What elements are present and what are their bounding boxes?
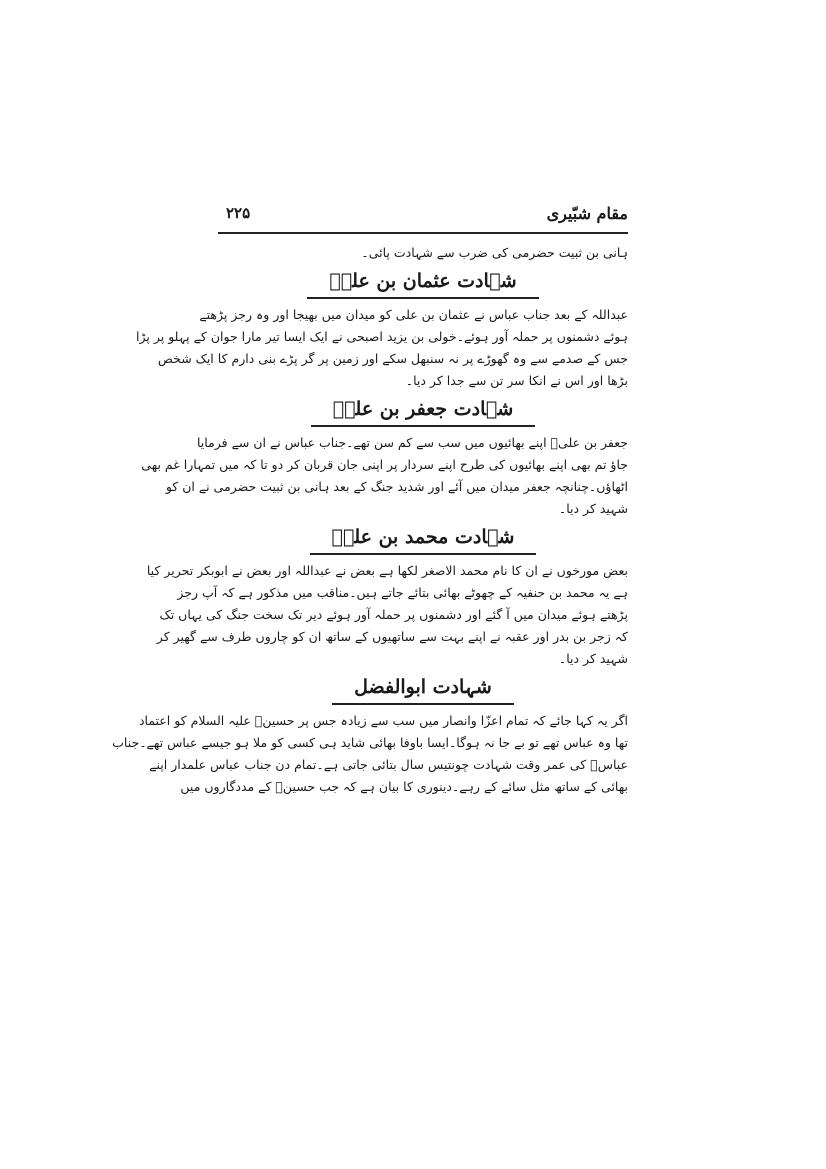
section-title-text: شہادت جعفر بن علیؑ [311,394,536,427]
intro-line: ہانی بن ثبیت حضرمی کی ضرب سے شہادت پائی۔ [361,245,628,260]
paragraph-line: جاؤ تم بھی اپنے بھائیوں کی طرح اپنے سردار پر اپنی جان قربان کر دو تا کہ میں تمہارا غم بھی [141,457,628,472]
page-content [112,242,628,798]
paragraph-line: بڑھا اور اس نے انکا سر تن سے جدا کر دیا۔ [405,373,628,388]
paragraph-line: شہید کر دیا۔ [558,651,628,666]
section-title-text: شہادت ابوالفضل [332,672,514,705]
paragraph-line: شہید کر دیا۔ [558,501,628,516]
section-title [218,266,628,300]
section-title [218,672,628,706]
paragraph-line: بعض مورخوں نے ان کا نام محمد الاصغر لکھا ہے بعض نے عبداللہ اور بعض نے ابوبکر تحریر کیا [146,563,628,578]
paragraph-line: عباسؑ کی عمر وقت شہادت چونتیس سال بتائی جاتی ہے۔تمام دن جناب عباس علمدار اپنے [149,757,628,772]
header-rule [218,232,628,234]
paragraph-line: پڑھتے ہوئے میدان میں آ گئے اور دشمنوں پر حملہ آور ہوئے دیر تک سخت جنگ کی یہاں تک [159,607,628,622]
paragraph-line: اگر یہ کہا جائے کہ تمام اعزّا وانصار میں سب سے زیادہ جس پر حسینؑ علیہ السلام کو اعتماد [138,713,628,728]
page-number: ۲۲۵ [226,204,251,222]
paragraph-line: عبداللہ کے بعد جناب عباس نے عثمان بن علی کو میدان میں بھیجا اور وہ رجز پڑھتے [199,307,628,322]
paragraph-line: ہوئے دشمنوں پر حملہ آور ہوئے۔خولی بن یزید اصبحی نے ایک ایسا تیر مارا جوان کے پہلو پر پڑا [136,329,628,344]
paragraph-line: ہے یہ محمد بن حنفیہ کے چھوٹے بھائی بتائے جاتے ہیں۔مناقب میں مذکور ہے کہ آپ رجز [177,585,628,600]
paragraph-line: کہ زجر بن بدر اور عقبہ نے اپنے بہت سے ساتھیوں کے ساتھ ان کو چاروں طرف سے گھیر کر [156,629,628,644]
section-title [218,522,628,556]
paragraph-line: جس کے صدمے سے وہ گھوڑے پر نہ سنبھل سکے اور زمین پر گر پڑے بنی دارم کا ایک شخص [157,351,628,366]
paragraph-line: اٹھاؤں۔چنانچہ جعفر میدان میں آئے اور شدید جنگ کے بعد ہانی بن ثبیت حضرمی نے ان کو [165,479,628,494]
section-title [218,394,628,428]
paragraph-line: جعفر بن علیؑ اپنے بھائیوں میں سب سے کم سن تھے۔جناب عباس نے ان سے فرمایا [196,435,628,450]
paragraph-line: بھائی کے ساتھ مثل سائے کے رہے۔دینوری کا بیان ہے کہ جب حسینؑ کے مددگاروں میں [180,779,628,794]
section-title-text: شہادت عثمان بن علیؑ [307,266,538,299]
section-title-text: شہادت محمد بن علیؑ [310,522,537,555]
paragraph-line: تھا وہ عباس تھے تو بے جا نہ ہوگا۔ایسا باوفا بھائی شاید ہی کسی کو ملا ہو جیسے عباس تھے۔جناب [112,735,628,750]
book-title: مقام شبّیری [546,204,628,223]
page-header [218,202,628,232]
